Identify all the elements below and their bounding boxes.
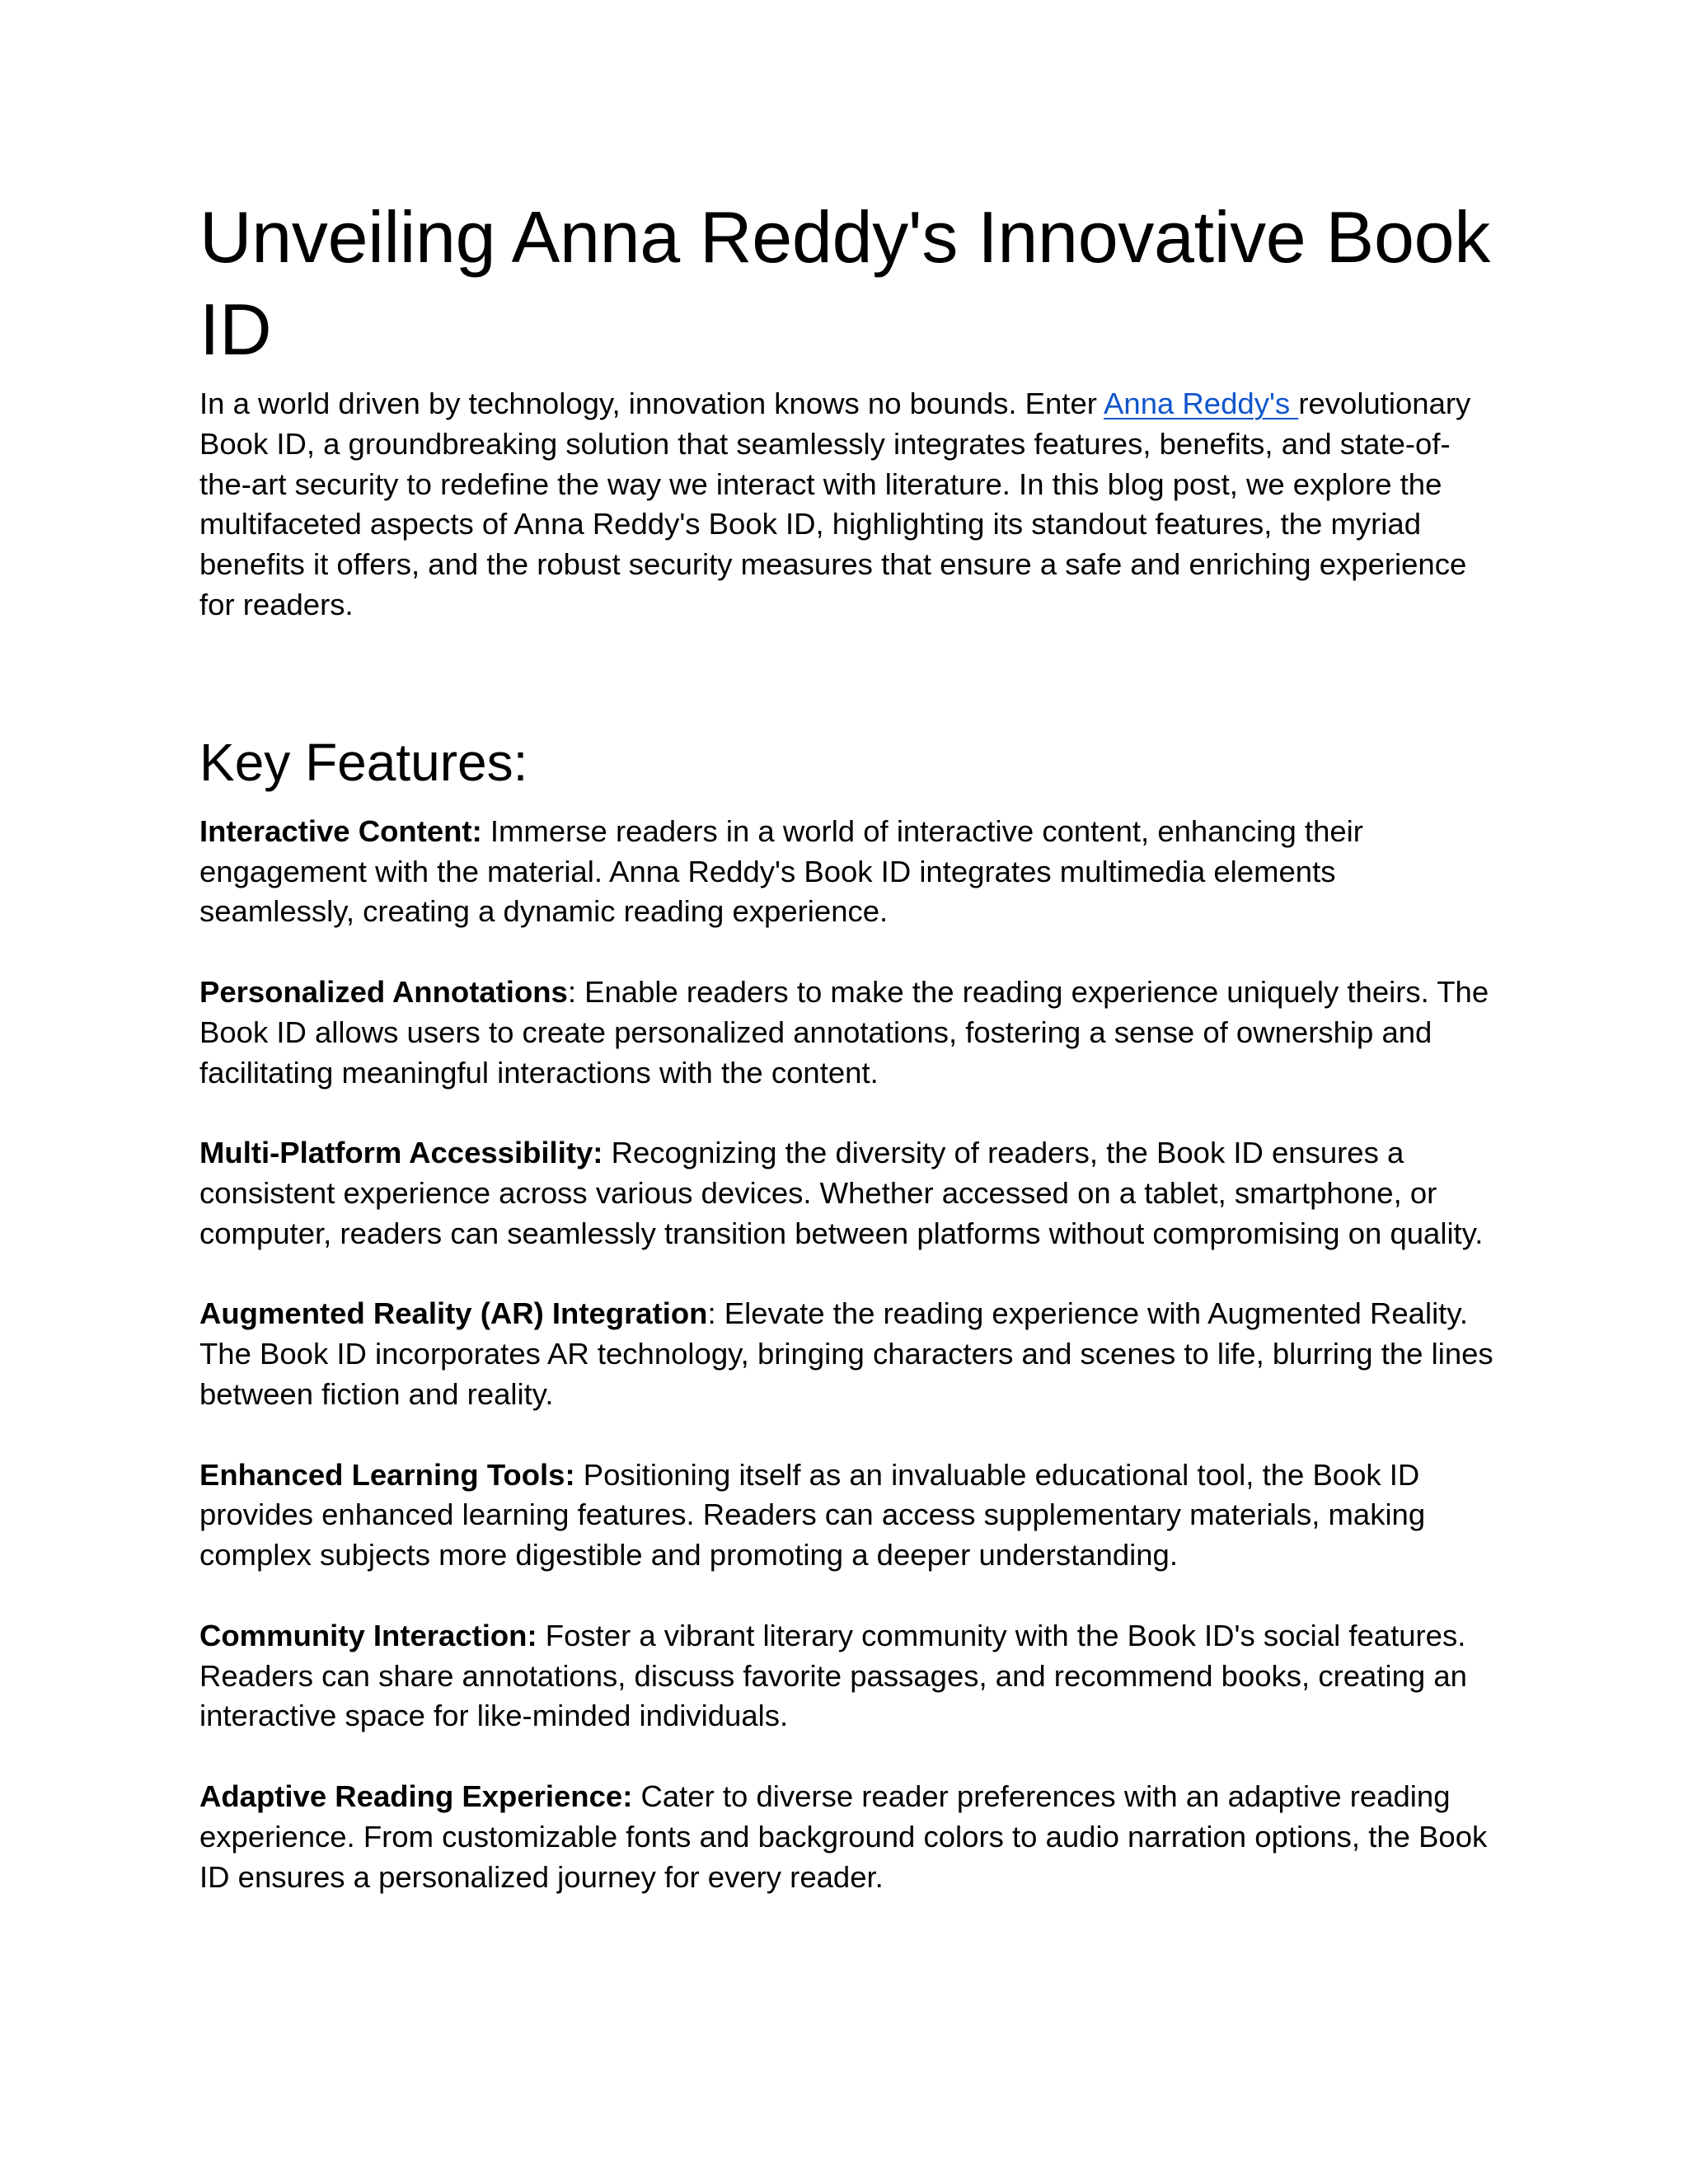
page-title: Unveiling Anna Reddy's Innovative Book ID — [199, 196, 1490, 370]
intro-text-before-link: In a world driven by technology, innovation knows no bounds. Enter — [199, 387, 1104, 420]
feature-personalized-annotations — [199, 972, 1498, 1093]
feature-enhanced-learning-tools — [199, 1455, 1498, 1576]
feature-description: : Elevate the reading experience with Augmented Reality. The Book ID incorporates AR technology, bringing characters and scenes to life, blurring the lines between fiction and reality. — [199, 1296, 1493, 1411]
feature-label: Multi-Platform Accessibility: — [199, 1136, 603, 1170]
feature-label: Interactive Content: — [199, 813, 482, 848]
feature-description: Positioning itself as an invaluable educational tool, the Book ID provides enhanced learning features. Readers can access supplementary materials, making complex subjects more digestible and promoting a deeper understanding. — [199, 1457, 1426, 1572]
feature-description: Immerse readers in a world of interactive content, enhancing their engagement with the material. Anna Reddy's Book ID integrates multimedia elements seamlessly, creating a dynamic reading experience. — [199, 813, 1363, 929]
feature-adaptive-reading-experience — [199, 1777, 1498, 1897]
feature-interactive-content — [199, 812, 1498, 932]
feature-list — [199, 812, 1498, 1898]
feature-description: : Enable readers to make the reading experience uniquely theirs. The Book ID allows users to create personalized annotations, fostering a sense of ownership and facilitating meaningful interactions with the content. — [199, 974, 1489, 1090]
anna-reddy-link[interactable]: Anna Reddy's — [1104, 387, 1299, 420]
intro-text-after-link: revolutionary Book ID, a groundbreaking solution that seamlessly integrates features, benefits, and state-of-the-art security to redefine the way we interact with literature. In this blog post, we explore the multifaceted aspects of Anna Reddy's Book ID, highlighting its standout features, the myriad benefits it offers, and the robust security measures that ensure a safe and enriching experience for readers. — [199, 387, 1471, 621]
feature-label: Personalized Annotations — [199, 974, 568, 1009]
intro-paragraph — [199, 384, 1498, 626]
feature-ar-integration — [199, 1294, 1498, 1414]
feature-multi-platform-accessibility — [199, 1133, 1498, 1254]
key-features-heading: Key Features: — [199, 732, 528, 792]
feature-label: Community Interaction: — [199, 1618, 537, 1652]
feature-description: Recognizing the diversity of readers, the Book ID ensures a consistent experience across various devices. Whether accessed on a tablet, smartphone, or computer, readers can seamlessly transition between platforms without compromising on quality. — [199, 1136, 1484, 1250]
feature-label: Adaptive Reading Experience: — [199, 1779, 633, 1813]
feature-community-interaction — [199, 1616, 1498, 1736]
feature-description: Foster a vibrant literary community with the Book ID's social features. Readers can share annotations, discuss favorite passages, and recommend books, creating an interactive space for like-minded individuals. — [199, 1618, 1467, 1733]
feature-label: Augmented Reality (AR) Integration — [199, 1296, 708, 1331]
feature-description: Cater to diverse reader preferences with an adaptive reading experience. From customizable fonts and background colors to audio narration options, the Book ID ensures a personalized journey for every reader. — [199, 1779, 1488, 1894]
feature-label: Enhanced Learning Tools: — [199, 1457, 575, 1492]
